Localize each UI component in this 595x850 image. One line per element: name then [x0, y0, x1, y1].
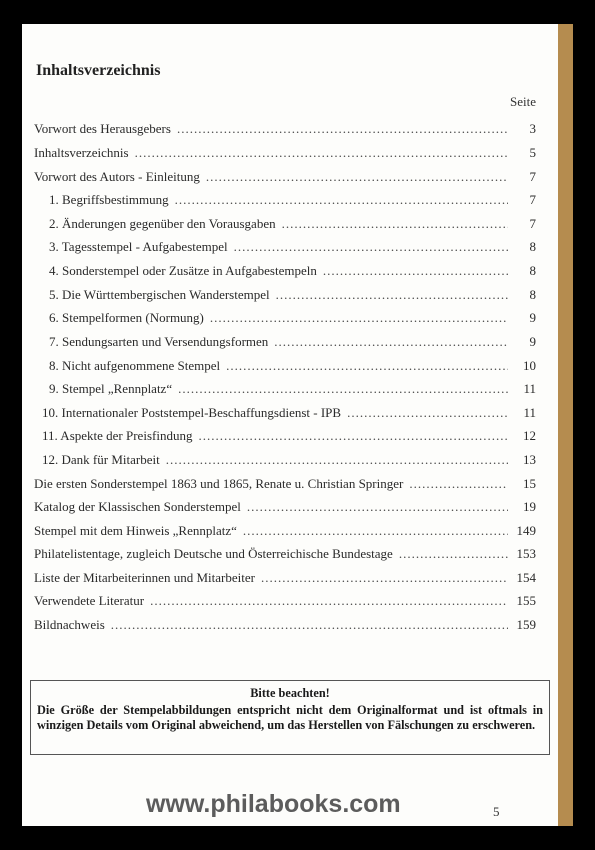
toc-entry-page: 8 [529, 239, 536, 254]
toc-entry-page: 10 [523, 358, 536, 373]
toc-leader-dots [243, 523, 508, 539]
toc-entry [34, 523, 536, 539]
toc-entry-label: 6. Stempelformen (Normung) [49, 310, 204, 325]
toc-entry-page: 12 [523, 428, 536, 443]
toc-entry-label: 10. Internationaler Poststempel-Beschaffungsdienst - IPB [42, 405, 342, 420]
toc-entry-label: 11. Aspekte der Preisfindung [42, 428, 193, 443]
toc-entry-page: 8 [529, 263, 536, 278]
toc-entry [34, 546, 536, 562]
toc-leader-dots [274, 334, 508, 350]
page-column-header: Seite [510, 94, 536, 109]
toc-entry-label: 9. Stempel „Rennplatz“ [49, 381, 173, 396]
toc-leader-dots [234, 239, 508, 255]
page-number: 5 [493, 804, 500, 819]
toc-leader-dots [166, 452, 508, 468]
toc-entry [49, 239, 536, 255]
book-page [22, 24, 558, 826]
toc-entry-label: Stempel mit dem Hinweis „Rennplatz“ [34, 523, 237, 538]
toc-leader-dots [178, 381, 508, 397]
toc-leader-dots [111, 617, 508, 633]
toc-entry-label: 3. Tagesstempel - Aufgabestempel [49, 239, 228, 254]
toc-entry-page: 9 [529, 310, 536, 325]
toc-entry [34, 145, 536, 161]
toc-entry [49, 381, 536, 397]
toc-entry [49, 334, 536, 350]
toc-entry-label: 12. Dank für Mitarbeit [42, 452, 160, 467]
toc-leader-dots [409, 476, 508, 492]
toc-entry [49, 216, 536, 232]
toc-entry-page: 9 [529, 334, 536, 349]
toc-entry-page: 11 [523, 405, 536, 420]
toc-entry-label: 8. Nicht aufgenommene Stempel [49, 358, 221, 373]
toc-entry [49, 263, 536, 279]
toc-leader-dots [323, 263, 508, 279]
toc-entry [42, 428, 536, 444]
toc-leader-dots [261, 570, 508, 586]
toc-entry [34, 476, 536, 492]
toc-leader-dots [347, 405, 508, 421]
toc-entry-label: 7. Sendungsarten und Versendungsformen [49, 334, 269, 349]
toc-entry [34, 570, 536, 586]
toc-entry-label: Bildnachweis [34, 617, 105, 632]
toc-entry-page: 11 [523, 381, 536, 396]
toc-entry [49, 310, 536, 326]
toc-entry-page: 149 [516, 523, 536, 538]
toc-entry-label: 4. Sonderstempel oder Zusätze in Aufgabestempeln [49, 263, 317, 278]
toc-entry [49, 358, 536, 374]
toc-leader-dots [175, 192, 508, 208]
toc-entry-page: 153 [516, 546, 536, 561]
toc-entry-page: 5 [529, 145, 536, 160]
toc-entry-page: 154 [516, 570, 536, 585]
toc-leader-dots [282, 216, 508, 232]
toc-leader-dots [210, 310, 508, 326]
toc-leader-dots [247, 499, 508, 515]
toc-entry-label: Inhaltsverzeichnis [34, 145, 129, 160]
toc-entry-label: Liste der Mitarbeiterinnen und Mitarbeiter [34, 570, 255, 585]
toc-entry-page: 13 [523, 452, 536, 467]
toc-leader-dots [399, 546, 508, 562]
toc-entry-page: 8 [529, 287, 536, 302]
toc-entry-page: 19 [523, 499, 536, 514]
toc-entry-page: 7 [529, 169, 536, 184]
toc-entry [42, 405, 536, 421]
toc-entry-label: Die ersten Sonderstempel 1863 und 1865, Renate u. Christian Springer [34, 476, 404, 491]
notice-title: Bitte beachten! [250, 686, 330, 700]
notice-text: Die Größe der Stempelabbildungen entspricht nicht dem Originalformat und ist oftmals in winzigen Details vom Original abweichend, um das Herstellen von Fälschungen zu erschweren. [37, 703, 543, 732]
toc-entry-page: 15 [523, 476, 536, 491]
toc-entry-label: Philatelistentage, zugleich Deutsche und Österreichische Bundestage [34, 546, 393, 561]
toc-leader-dots [226, 358, 508, 374]
toc-leader-dots [150, 593, 508, 609]
toc-leader-dots [177, 121, 508, 137]
toc-entry-label: Verwendete Literatur [34, 593, 145, 608]
footer-url: www.philabooks.com [146, 790, 401, 818]
toc-entry-label: Vorwort des Autors - Einleitung [34, 169, 200, 184]
toc-entry-label: 2. Änderungen gegenüber den Vorausgaben [49, 216, 276, 231]
toc-entry [49, 192, 536, 208]
toc-entry-label: 1. Begriffsbestimmung [49, 192, 169, 207]
toc-leader-dots [135, 145, 508, 161]
toc-entry [49, 287, 536, 303]
toc-entry-label: Vorwort des Herausgebers [34, 121, 171, 136]
toc-entry [34, 499, 536, 515]
toc-entry-page: 7 [529, 216, 536, 231]
toc-entry-page: 155 [516, 593, 536, 608]
toc-entry [34, 617, 536, 633]
notice-box [30, 680, 550, 755]
toc-leader-dots [206, 169, 508, 185]
toc-entry-label: 5. Die Württembergischen Wanderstempel [49, 287, 270, 302]
toc-entry-page: 7 [529, 192, 536, 207]
page-title: Inhaltsverzeichnis [36, 62, 161, 79]
book-edge [558, 24, 573, 826]
toc-entry [34, 593, 536, 609]
toc-leader-dots [276, 287, 508, 303]
toc-entry-page: 159 [516, 617, 536, 632]
toc-entry-page: 3 [529, 121, 536, 136]
toc-entry [34, 169, 536, 185]
toc-entry-label: Katalog der Klassischen Sonderstempel [34, 499, 241, 514]
toc-entry [42, 452, 536, 468]
toc-entry [34, 121, 536, 137]
toc-leader-dots [198, 428, 508, 444]
